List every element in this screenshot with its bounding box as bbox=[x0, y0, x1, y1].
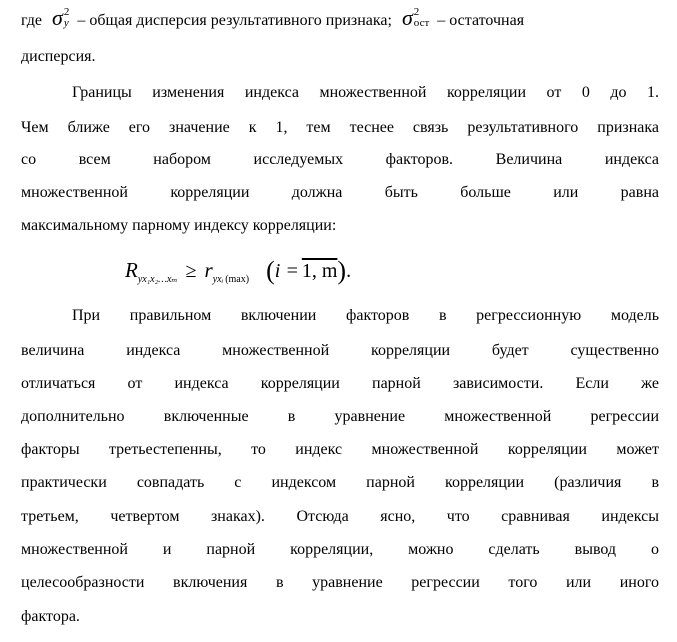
text-residual: – остаточная bbox=[437, 12, 525, 29]
sigma-ost-squared: σ 2 ост bbox=[401, 5, 430, 30]
text-line-10: отличаться от индекса корреляции парной зависимости. Если же bbox=[21, 375, 659, 392]
text-total-variance: – общая дисперсия результативного признака; bbox=[77, 12, 392, 29]
formula-r-max: (max) bbox=[225, 274, 250, 285]
text-line-15: множественной и парной корреляции, можно сделать вывод о bbox=[21, 541, 659, 558]
formula-lparen: ( bbox=[266, 256, 275, 285]
formula-i-eq: i = bbox=[274, 260, 299, 282]
text-line-11: дополнительно включенные в уравнение множественной регрессии bbox=[21, 408, 659, 425]
text-line-16: целесообразности включения в уравнение регрессии того или иного bbox=[21, 574, 659, 591]
formula-R: R bbox=[125, 258, 138, 282]
formula-geq: ≥ bbox=[185, 260, 197, 282]
text-line-9: величина индекса множественной корреляции будет существенно bbox=[21, 342, 659, 359]
text-line-14: третьем, четвертом знаках). Отсюда ясно, что сравнивая индексы bbox=[21, 508, 659, 525]
multiple-correlation-formula bbox=[125, 253, 351, 287]
text-line-17: фактора. bbox=[21, 608, 80, 625]
text-line-12: факторы третьестепенны, то индекс множественной корреляции может bbox=[21, 441, 659, 458]
text-line-2: дисперсия. bbox=[21, 48, 96, 65]
text-line-1 bbox=[21, 5, 659, 31]
text-line-8: При правильном включении факторов в регрессионную модель bbox=[72, 307, 659, 324]
formula-R-subscript: yx₁x₂…xₘ bbox=[137, 274, 178, 285]
text-line-7: максимальному парному индексу корреляции: bbox=[21, 217, 337, 234]
text-line-5: со всем набором исследуемых факторов. Величина индекса bbox=[21, 151, 659, 168]
formula-r-subscript: yxᵢ bbox=[212, 274, 224, 285]
text-where: где bbox=[21, 12, 43, 29]
sigma-y-squared: σ 2 y bbox=[52, 5, 70, 30]
formula-rparen: ) bbox=[337, 256, 347, 285]
text-line-13: практически совпадать с индексом парной корреляции (различия в bbox=[21, 474, 659, 491]
text-line-3: Границы изменения индекса множественной корреляции от 0 до 1. bbox=[72, 84, 659, 101]
text-line-6: множественной корреляции должна быть больше или равна bbox=[21, 184, 659, 201]
formula-r: r bbox=[204, 258, 213, 282]
formula-dot: . bbox=[346, 260, 352, 282]
formula-range: 1, m bbox=[301, 260, 338, 282]
text-line-4: Чем ближе его значение к 1, тем теснее связь результативного признака bbox=[21, 119, 659, 136]
